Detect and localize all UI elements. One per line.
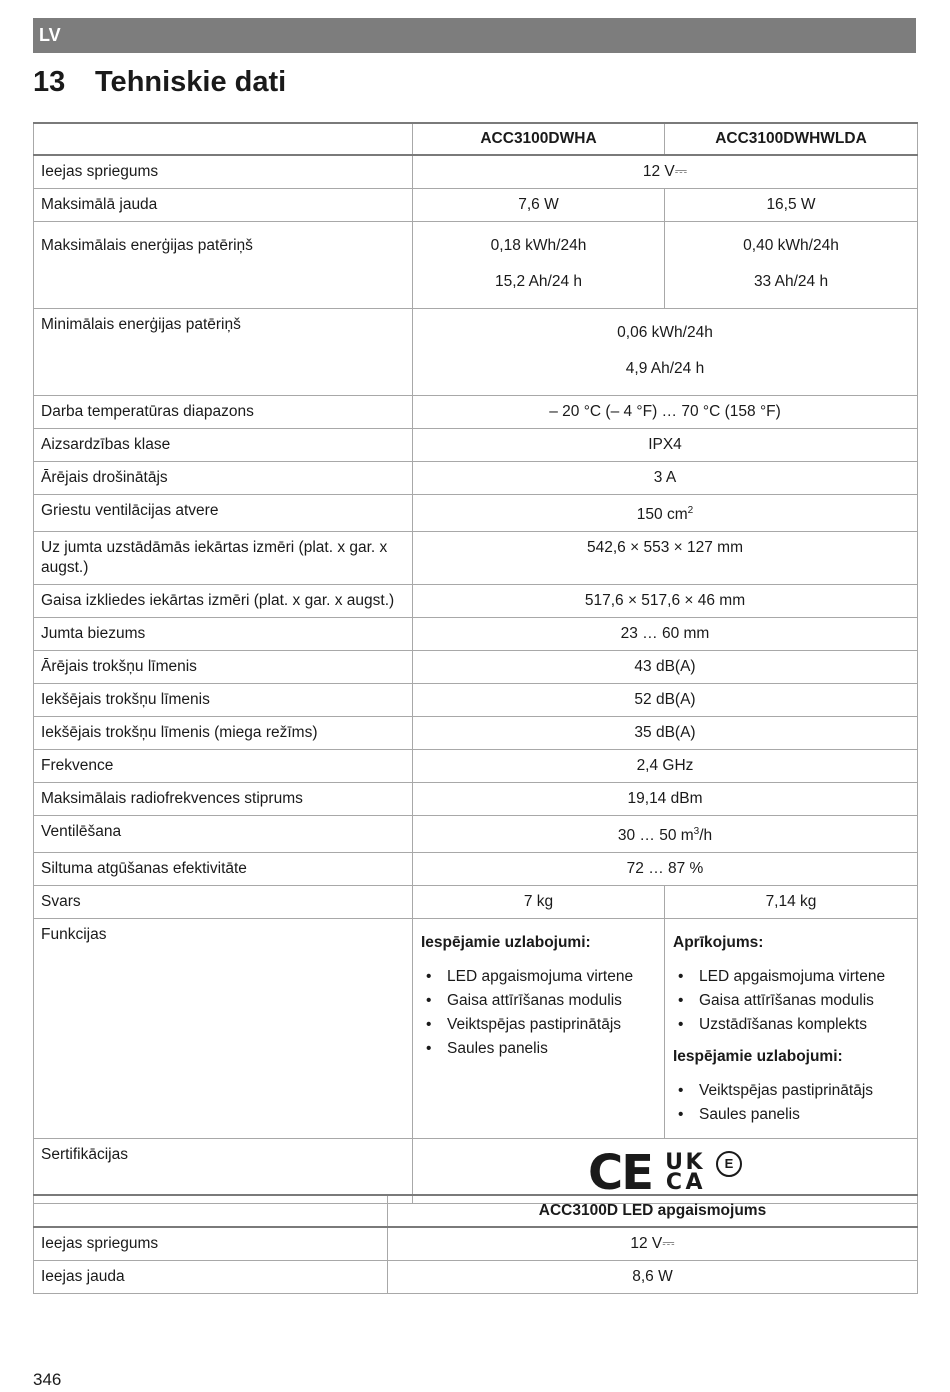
row-label: Iekšējais trokšņu līmenis (miega režīms) bbox=[34, 717, 413, 750]
row-value: 52 dB(A) bbox=[413, 684, 918, 717]
features-col-a bbox=[413, 919, 665, 1139]
row-label: Darba temperatūras diapazons bbox=[34, 396, 413, 429]
features-title: Iespējamie uzlabojumi: bbox=[673, 1048, 843, 1066]
row-label: Funkcijas bbox=[34, 919, 413, 1139]
row-value-a bbox=[413, 222, 665, 309]
value-line: 33 Ah/24 h bbox=[753, 273, 829, 290]
row-label: Griestu ventilācijas atvere bbox=[34, 495, 413, 532]
list-item: • LED apgaismojuma virtene bbox=[447, 965, 657, 989]
table-row bbox=[34, 429, 918, 462]
row-value: 2,4 GHz bbox=[413, 750, 918, 783]
value-text: /h bbox=[699, 827, 713, 845]
row-label: Maksimālais enerģijas patēriņš bbox=[34, 222, 413, 309]
table-row bbox=[34, 816, 918, 853]
row-label: Aizsardzības klase bbox=[34, 429, 413, 462]
list-item: • Gaisa attīrīšanas modulis bbox=[447, 989, 657, 1013]
ukca-letter: C bbox=[665, 1170, 683, 1196]
ukca-letter: A bbox=[685, 1170, 703, 1196]
list-item: • LED apgaismojuma virtene bbox=[699, 965, 910, 989]
row-label: Minimālais enerģijas patēriņš bbox=[34, 309, 413, 396]
row-value-b bbox=[665, 222, 918, 309]
language-code: LV bbox=[39, 25, 61, 45]
table-row bbox=[34, 1227, 918, 1261]
features-title: Aprīkojums: bbox=[673, 934, 764, 952]
features-title: Iespējamie uzlabojumi: bbox=[421, 934, 591, 952]
header-empty bbox=[34, 1195, 388, 1227]
list-item: • Veiktspējas pastiprinātājs bbox=[699, 1079, 910, 1103]
value-text: 30 … 50 m bbox=[617, 827, 694, 845]
table-row bbox=[34, 853, 918, 886]
row-value: 43 dB(A) bbox=[413, 651, 918, 684]
list-item: • Veiktspējas pastiprinātājs bbox=[447, 1013, 657, 1037]
row-value: – 20 °C (– 4 °F) … 70 °C (158 °F) bbox=[413, 396, 918, 429]
row-label: Frekvence bbox=[34, 750, 413, 783]
row-label: Gaisa izkliedes iekārtas izmēri (plat. x gar. x augst.) bbox=[34, 585, 413, 618]
row-value-a: 7 kg bbox=[413, 886, 665, 919]
table-row bbox=[34, 532, 918, 585]
table-row bbox=[34, 585, 918, 618]
value-superscript: 2 bbox=[687, 505, 694, 516]
row-label: Ieejas spriegums bbox=[34, 155, 413, 189]
table-row bbox=[34, 783, 918, 816]
header-col-b: ACC3100DWHWLDA bbox=[665, 123, 918, 155]
features-list bbox=[421, 965, 657, 1061]
ukca-mark-icon bbox=[664, 1150, 704, 1196]
row-value: 542,6 × 553 × 127 mm bbox=[413, 532, 918, 585]
row-value: 3 A bbox=[413, 462, 918, 495]
table-row bbox=[34, 189, 918, 222]
table-row bbox=[34, 717, 918, 750]
row-label: Sertifikācijas bbox=[34, 1139, 413, 1204]
row-label: Maksimālais radiofrekvences stiprums bbox=[34, 783, 413, 816]
table-header-row bbox=[34, 1195, 918, 1227]
features-list bbox=[673, 965, 910, 1037]
section-heading bbox=[33, 66, 286, 99]
table-row bbox=[34, 750, 918, 783]
ukca-letter: K bbox=[685, 1150, 703, 1176]
section-title: Tehniskie dati bbox=[95, 66, 287, 98]
value-line: 15,2 Ah/24 h bbox=[494, 273, 583, 290]
row-value: 12 V⎓ bbox=[413, 155, 918, 189]
row-value-b: 16,5 W bbox=[665, 189, 918, 222]
row-value: 8,6 W bbox=[388, 1261, 918, 1294]
table-row bbox=[34, 919, 918, 1139]
row-label: Iekšējais trokšņu līmenis bbox=[34, 684, 413, 717]
row-label: Ieejas jauda bbox=[34, 1261, 388, 1294]
list-item: • Uzstādīšanas komplekts bbox=[699, 1013, 910, 1037]
row-label: Maksimālā jauda bbox=[34, 189, 413, 222]
row-value bbox=[413, 309, 918, 396]
row-label: Svars bbox=[34, 886, 413, 919]
value-line: 0,18 kWh/24h bbox=[490, 237, 587, 254]
row-value: 23 … 60 mm bbox=[413, 618, 918, 651]
row-value: 517,6 × 517,6 × 46 mm bbox=[413, 585, 918, 618]
table-header-row bbox=[34, 123, 918, 155]
page-number: 346 bbox=[33, 1370, 62, 1389]
header-col: ACC3100D LED apgaismojums bbox=[388, 1195, 918, 1227]
row-value: IPX4 bbox=[413, 429, 918, 462]
row-label: Jumta biezums bbox=[34, 618, 413, 651]
table-row bbox=[34, 886, 918, 919]
features-col-b bbox=[665, 919, 918, 1139]
ce-mark-icon: CE bbox=[587, 1145, 652, 1202]
row-value bbox=[413, 495, 918, 532]
row-label: Ārējais trokšņu līmenis bbox=[34, 651, 413, 684]
row-value-b: 7,14 kg bbox=[665, 886, 918, 919]
list-item: • Saules panelis bbox=[699, 1103, 910, 1127]
table-row bbox=[34, 309, 918, 396]
table-row bbox=[34, 1261, 918, 1294]
features-list bbox=[673, 1079, 910, 1127]
row-value: 12 V⎓ bbox=[388, 1227, 918, 1261]
row-label: Ventilēšana bbox=[34, 816, 413, 853]
row-value: 19,14 dBm bbox=[413, 783, 918, 816]
table-row bbox=[34, 684, 918, 717]
table-row bbox=[34, 155, 918, 189]
value-text: 150 cm bbox=[636, 506, 688, 524]
header-col-a: ACC3100DWHA bbox=[413, 123, 665, 155]
row-value bbox=[413, 816, 918, 853]
led-table bbox=[33, 1194, 918, 1294]
table-row bbox=[34, 495, 918, 532]
table-row bbox=[34, 462, 918, 495]
row-value-a: 7,6 W bbox=[413, 189, 665, 222]
list-item: • Saules panelis bbox=[447, 1037, 657, 1061]
row-label: Ārējais drošinātājs bbox=[34, 462, 413, 495]
row-value: 72 … 87 % bbox=[413, 853, 918, 886]
row-label: Siltuma atgūšanas efektivitāte bbox=[34, 853, 413, 886]
table-row bbox=[34, 651, 918, 684]
language-bar bbox=[33, 18, 916, 53]
row-label: Uz jumta uzstādāmās iekārtas izmēri (plat. x gar. x augst.) bbox=[34, 532, 413, 585]
row-value: 35 dB(A) bbox=[413, 717, 918, 750]
row-label: Ieejas spriegums bbox=[34, 1227, 388, 1261]
value-superscript: 3 bbox=[693, 826, 700, 838]
value-line: 0,40 kWh/24h bbox=[743, 237, 839, 254]
table-row bbox=[34, 396, 918, 429]
table-row bbox=[34, 618, 918, 651]
section-number: 13 bbox=[33, 66, 66, 98]
ukca-letter: U bbox=[665, 1150, 683, 1176]
e-mark-icon: E bbox=[716, 1151, 742, 1177]
list-item: • Gaisa attīrīšanas modulis bbox=[699, 989, 910, 1013]
value-line: 0,06 kWh/24h bbox=[617, 324, 713, 341]
tech-data-table bbox=[33, 122, 918, 1204]
table-row bbox=[34, 222, 918, 309]
header-empty bbox=[34, 123, 413, 155]
value-line: 4,9 Ah/24 h bbox=[625, 360, 705, 377]
